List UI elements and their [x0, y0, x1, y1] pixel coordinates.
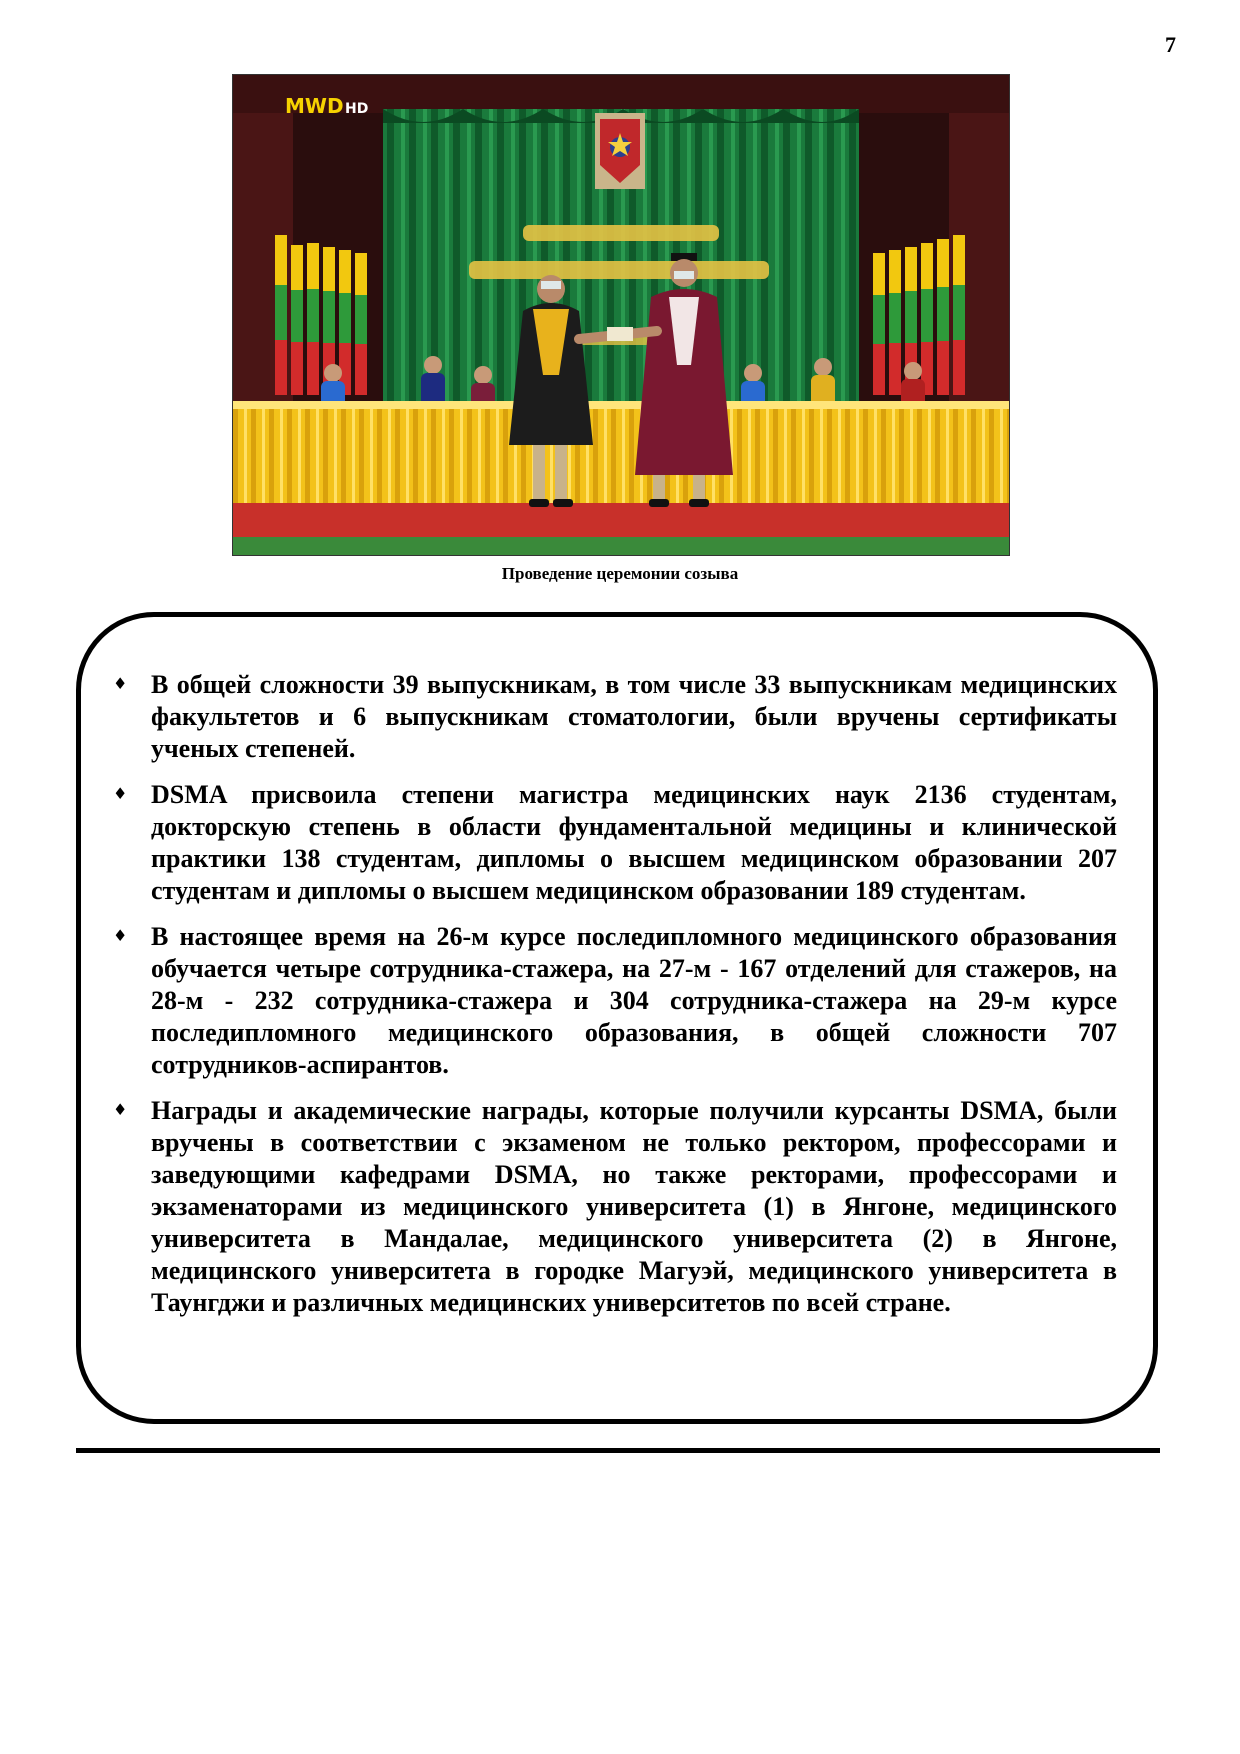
diamond-bullet-icon: ♦ [113, 674, 128, 693]
bullet-item [113, 669, 1117, 765]
bullet-text: Награды и академические награды, которые получили курсанты DSMA, были вручены в соответствии с экзаменом не только ректором, профессорами и заведующими кафедрами DSMA, но также ректорами, профессорами и экзаменаторами из медицинского университета (1) в Янгоне, медицинского университета в Мандалае, медицинского университета (2) в Янгоне, медицинского университета в городке Магуэй, медицинского университета в Таунгджи и различных медицинских университетов по всей стране. [151, 1096, 1117, 1317]
diamond-bullet-icon: ♦ [113, 926, 128, 945]
broadcaster-logo: MWD [285, 94, 344, 118]
diamond-bullet-icon: ♦ [113, 1100, 128, 1119]
ceremony-photo [232, 74, 1010, 556]
horizontal-divider [76, 1448, 1160, 1453]
rounded-text-box [76, 612, 1158, 1424]
page-number: 7 [1165, 32, 1176, 57]
photo-caption: Проведение церемонии созыва [501, 564, 739, 583]
bullet-item [113, 779, 1117, 907]
bullet-text: DSMA присвоила степени магистра медицинских наук 2136 студентам, докторскую степень в области фундаментальной медицины и клинической практики 138 студентам, дипломы о высшем медицинском образовании 207 студентам и дипломы о высшем медицинском образовании 189 студентам. [151, 780, 1117, 905]
diamond-bullet-icon: ♦ [113, 784, 128, 803]
bullet-item [113, 1095, 1117, 1319]
bullet-text: В общей сложности 39 выпускникам, в том числе 33 выпускникам медицинских факультетов и 6 выпускникам стоматологии, были вручены сертификаты ученых степеней. [151, 670, 1117, 763]
bullet-list [113, 669, 1117, 1333]
bullet-text: В настоящее время на 26-м курсе последипломного медицинского образования обучается четыре сотрудника-стажера, на 27-м - 167 отделений для стажеров, на 28-м - 232 сотрудника-стажера и 304 сотрудника-стажера на 29-м курсе последипломного медицинского образования, в общей сложности 707 сотрудников-аспирантов. [151, 922, 1117, 1079]
ceremony-photo-illustration [233, 75, 1009, 555]
broadcaster-logo-suffix: HD [345, 101, 369, 117]
bullet-item [113, 921, 1117, 1081]
